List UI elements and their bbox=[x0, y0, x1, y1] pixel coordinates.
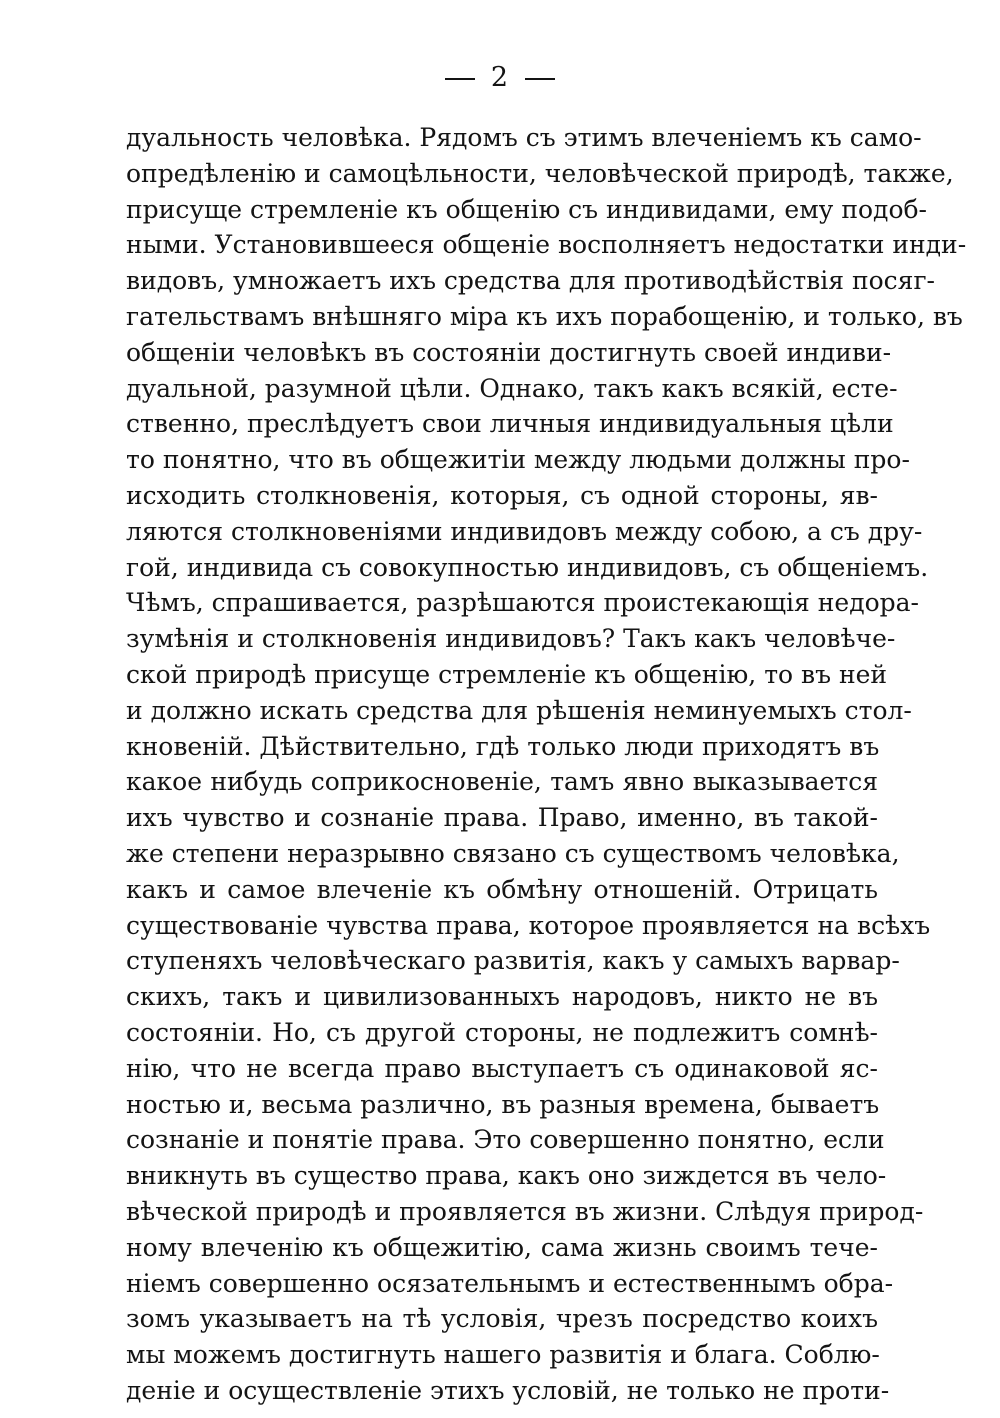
text-line: сознаніе и понятіе права. Это совершенно понятно, если bbox=[126, 1125, 885, 1155]
text-line: ственно, преслѣдуетъ свои личныя индивидуальныя цѣли bbox=[126, 409, 894, 439]
text-line: ляются столкновеніями индивидовъ между собою, а съ дру- bbox=[126, 516, 923, 546]
text-line: зумѣнія и столкновенія индивидовъ? Такъ какъ человѣче- bbox=[126, 624, 896, 654]
text-line: зомъ указываетъ на тѣ условія, чрезъ посредство коихъ bbox=[126, 1304, 878, 1334]
text-line: существованіе чувства права, которое проявляется на всѣхъ bbox=[126, 910, 931, 940]
text-line: какое нибудь соприкосновеніе, тамъ явно выказывается bbox=[126, 767, 878, 797]
left-dash bbox=[445, 78, 475, 80]
text-line: ностью и, весьма различно, въ разныя времена, бываетъ bbox=[126, 1089, 880, 1119]
right-dash bbox=[525, 78, 555, 80]
text-line: ніемъ совершенно осязательнымъ и естественнымъ обра- bbox=[126, 1268, 894, 1298]
text-line: гой, индивида съ совокупностью индивидовъ, съ общеніемъ. bbox=[126, 552, 929, 582]
body-text bbox=[126, 120, 967, 1409]
text-line: видовъ, умножаетъ ихъ средства для противодѣйствія посяг- bbox=[126, 266, 935, 296]
text-line: состояніи. Но, съ другой стороны, не подлежитъ сомнѣ- bbox=[126, 1017, 878, 1047]
text-line: ской природѣ присуще стремленіе къ общенію, то въ ней bbox=[126, 659, 888, 689]
text-line: дуальной, разумной цѣли. Однако, такъ какъ всякій, есте- bbox=[126, 373, 898, 403]
text-line: нію, что не всегда право выступаетъ съ одинаковой яс- bbox=[126, 1053, 878, 1083]
page-number bbox=[0, 62, 1000, 94]
text-line: исходить столкновенія, которыя, съ одной стороны, яв- bbox=[126, 480, 878, 510]
page-number-value: 2 bbox=[490, 62, 510, 93]
text-line: вѣческой природѣ и проявляется въ жизни. Слѣдуя природ- bbox=[126, 1196, 924, 1226]
text-line: дуальность человѣка. Рядомъ съ этимъ влеченіемъ къ само- bbox=[126, 123, 922, 152]
text-line: ихъ чувство и сознаніе права. Право, именно, въ такой- bbox=[126, 803, 878, 833]
text-line: кновеній. Дѣйствительно, гдѣ только люди приходятъ въ bbox=[126, 731, 880, 761]
text-line: скихъ, такъ и цивилизованныхъ народовъ, никто не въ bbox=[126, 982, 878, 1012]
text-line: же степени неразрывно связано съ существомъ человѣка, bbox=[126, 838, 900, 868]
text-line: опредѣленію и самоцѣльности, человѣческой природѣ, также, bbox=[126, 158, 954, 188]
text-line: Чѣмъ, спрашивается, разрѣшаются проистекающія недора- bbox=[126, 588, 919, 618]
text-line: деніе и осуществленіе этихъ условій, не только не проти- bbox=[126, 1375, 890, 1405]
text-line: и должно искать средства для рѣшенія неминуемыхъ стол- bbox=[126, 695, 912, 725]
text-line: ными. Установившееся общеніе восполняетъ недостатки инди- bbox=[126, 230, 967, 260]
text-line: ному влеченію къ общежитію, сама жизнь своимъ тече- bbox=[126, 1232, 878, 1262]
text-line: мы можемъ достигнуть нашего развитія и блага. Соблю- bbox=[126, 1340, 880, 1370]
text-line: гательствамъ внѣшняго міра къ ихъ порабощенію, и только, въ bbox=[126, 301, 963, 331]
text-line: вникнуть въ существо права, какъ оно зиждется въ чело- bbox=[126, 1161, 887, 1191]
text-line: ступеняхъ человѣческаго развитія, какъ у самыхъ варвар- bbox=[126, 946, 900, 976]
text-line: общеніи человѣкъ въ состояніи достигнуть своей индиви- bbox=[126, 337, 892, 367]
text-line: присуще стремленіе къ общенію съ индивидами, ему подоб- bbox=[126, 194, 927, 224]
text-line: то понятно, что въ общежитіи между людьми должны про- bbox=[126, 445, 910, 475]
text-line: какъ и самое влеченіе къ обмѣну отношеній. Отрицать bbox=[126, 874, 878, 904]
